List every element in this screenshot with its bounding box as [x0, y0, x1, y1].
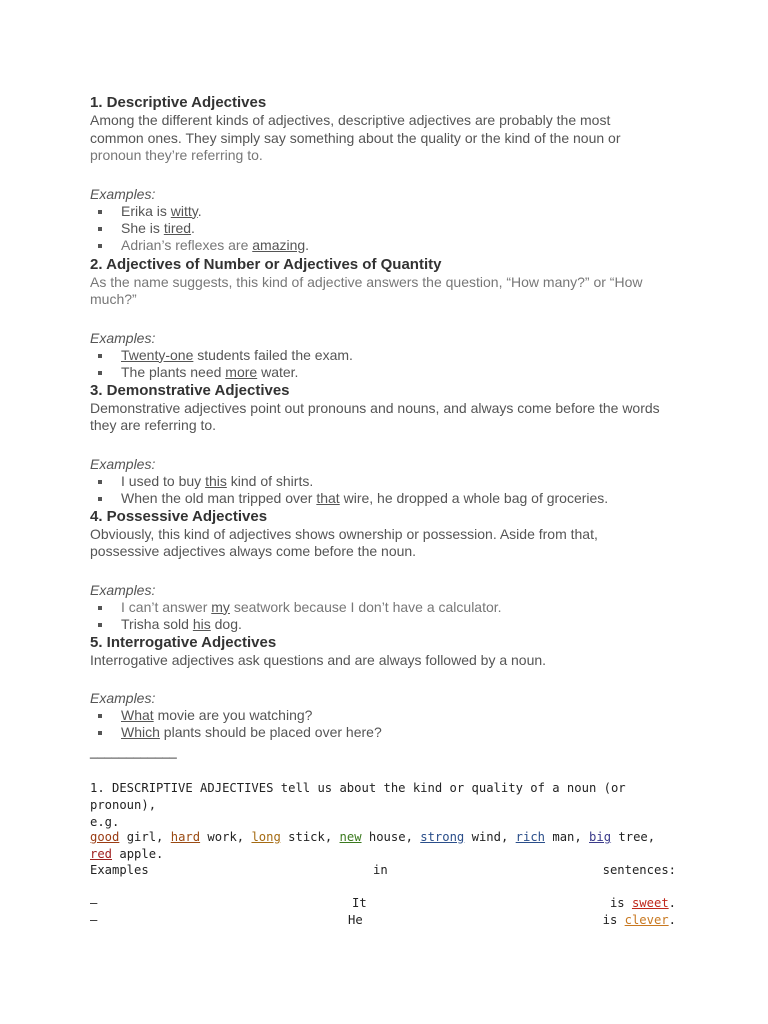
- section-3-examples-list: [90, 473, 680, 507]
- colored-adjective: sweet: [631, 896, 669, 910]
- colored-adjective: hard: [170, 830, 201, 844]
- sentence-row-2: [90, 912, 678, 929]
- example-adjective: this: [205, 472, 227, 489]
- sentence-predicate: is clever.: [602, 913, 676, 927]
- dash: –: [90, 896, 98, 910]
- list-item: I can’t answer my seatwork because I don’t have a calculator.: [98, 599, 680, 616]
- example-adjective: that: [316, 489, 340, 506]
- document-body: [90, 94, 680, 759]
- in-word: in: [373, 863, 388, 877]
- colored-adjective: rich: [515, 830, 546, 844]
- section-1-intro-line-1: Among the different kinds of adjectives, descriptive adjectives are probably the most: [90, 112, 611, 128]
- section-3-title: 3. Demonstrative Adjectives: [90, 381, 290, 399]
- section-1-intro-line-2: common ones. They simply say something about the quality or the kind of the noun or: [90, 129, 621, 146]
- list-item: Twenty-one students failed the exam.: [98, 347, 680, 364]
- example-adjective: witty: [170, 202, 198, 219]
- colored-adjective: big: [589, 830, 612, 844]
- sentences-word: sentences:: [602, 863, 676, 877]
- section-5-examples-label: Examples:: [90, 690, 156, 706]
- list-item: Trisha sold his dog.: [98, 616, 680, 633]
- sentence-subject: He: [348, 913, 363, 927]
- mono-definition: [90, 780, 678, 831]
- sentence-subject: It: [352, 896, 367, 910]
- section-2-title: 2. Adjectives of Number or Adjectives of Quantity: [90, 255, 442, 273]
- example-adjective: Which: [121, 724, 160, 740]
- section-2-intro-line-2: much?”: [90, 291, 137, 307]
- section-2-examples-label: Examples:: [90, 329, 156, 346]
- example-adjective: his: [192, 615, 211, 632]
- colored-adjective: long: [251, 830, 281, 844]
- separator-line: ____________: [90, 744, 177, 759]
- section-1-examples-label: Examples:: [90, 185, 156, 202]
- section-3-examples-label: Examples:: [90, 455, 156, 472]
- dash: –: [90, 913, 98, 927]
- colored-adjective: good: [90, 830, 120, 844]
- mono-definition-line-1: 1. DESCRIPTIVE ADJECTIVES tell us about the kind or quality of a noun (or pronoun),: [90, 781, 626, 812]
- list-item: I used to buy this kind of shirts.: [98, 473, 680, 490]
- colored-adjective: clever: [624, 913, 669, 927]
- list-item: What movie are you watching?: [98, 707, 680, 724]
- colored-adjective: new: [339, 830, 362, 844]
- examples-in-sentences-row: [90, 862, 678, 879]
- example-adjective: amazing: [252, 236, 306, 253]
- example-adjective: my: [211, 598, 230, 615]
- colored-adjective: strong: [420, 830, 465, 844]
- adjective-examples-line: good girl, hard work, long stick, new house, strong wind, rich man, big tree, red apple.: [90, 830, 656, 861]
- section-2-examples-list: [90, 347, 680, 381]
- section-3-intro-line-1: Demonstrative adjectives point out pronouns and nouns, and always come before the words: [90, 399, 660, 416]
- list-item: When the old man tripped over that wire, he dropped a whole bag of groceries.: [98, 490, 680, 507]
- section-1-title: 1. Descriptive Adjectives: [90, 94, 267, 111]
- example-adjective: more: [225, 363, 258, 380]
- section-4-examples-label: Examples:: [90, 581, 156, 598]
- example-adjective: Twenty-one: [121, 346, 194, 363]
- example-adjective: What: [121, 707, 154, 723]
- section-5-title: 5. Interrogative Adjectives: [90, 633, 277, 651]
- section-4-intro-line-1: Obviously, this kind of adjectives shows ownership or possession. Aside from that,: [90, 525, 598, 542]
- colored-adjective: red: [90, 847, 113, 861]
- section-2-intro-line-1: As the name suggests, this kind of adjective answers the question, “How many?” or “How: [90, 273, 643, 290]
- section-5-intro-line-1: Interrogative adjectives ask questions and are always followed by a noun.: [90, 651, 547, 668]
- list-item: The plants need more water.: [98, 364, 680, 381]
- section-4-title: 4. Possessive Adjectives: [90, 507, 268, 525]
- list-item: Which plants should be placed over here?: [98, 724, 680, 741]
- list-item: Adrian’s reflexes are amazing.: [98, 237, 680, 254]
- section-1-examples-list: [90, 203, 680, 254]
- example-adjective: tired: [163, 219, 192, 236]
- sentence-predicate: is sweet.: [609, 896, 676, 910]
- section-4-examples-list: [90, 599, 680, 633]
- mono-definition-line-2: e.g.: [90, 815, 120, 829]
- section-5-examples-list: [90, 707, 680, 741]
- section-1-intro-line-3: pronoun they’re referring to.: [90, 147, 263, 163]
- list-item: She is tired.: [98, 220, 680, 237]
- examples-word: Examples: [90, 863, 149, 877]
- sentence-row-1: [90, 895, 678, 912]
- section-4-intro-line-2: possessive adjectives always come before the noun.: [90, 543, 417, 559]
- section-3-intro-line-2: they are referring to.: [90, 417, 217, 433]
- list-item: Erika is witty.: [98, 203, 680, 220]
